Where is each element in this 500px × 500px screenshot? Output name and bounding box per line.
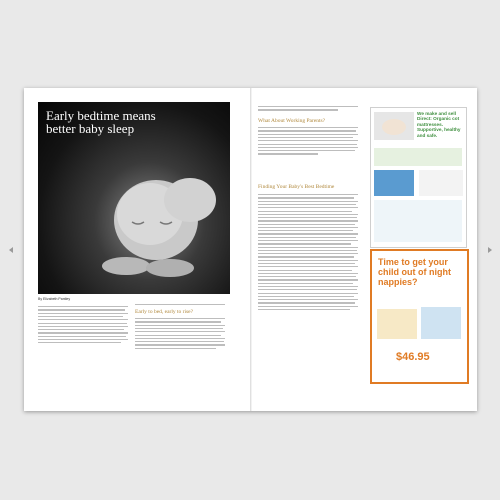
body-text-column-3a [258, 125, 358, 180]
ad-sub-panel [374, 170, 414, 196]
body-text-column-3b [258, 192, 358, 378]
body-text-column-1 [38, 304, 128, 378]
subhead-working-parents: What About Working Parents? [258, 118, 326, 124]
right-arrow-icon[interactable] [488, 247, 492, 253]
body-text-column-2-top [135, 302, 225, 307]
body-text-column-2 [135, 316, 225, 378]
ad-organic-mattress[interactable] [370, 107, 467, 248]
ad-nature-title: We make and sell Direct: Organic cot mattresses. Supportive, healthy and safe. [417, 111, 461, 138]
page-gutter [250, 88, 252, 411]
ad-price: $46.95 [396, 351, 430, 363]
ad-nappies-title: Time to get your child out of night nappies? [378, 257, 451, 287]
headline: Early bedtime means better baby sleep [46, 108, 156, 136]
subhead-early-to-bed: Early to bed, early to rise? [135, 309, 194, 315]
ad-products-image [377, 303, 463, 343]
ad-night-nappies[interactable] [370, 249, 469, 384]
ad-product-panel [419, 170, 463, 196]
ad-baby-image [374, 112, 414, 140]
ad-nature-banner [374, 148, 462, 166]
article-photo [38, 102, 230, 294]
byline: By Elizabeth Pantley [38, 297, 71, 301]
sleeping-baby-image [78, 172, 230, 294]
left-arrow-icon[interactable] [9, 247, 13, 253]
subhead-best-bedtime: Finding Your Baby's Best Bedtime [258, 184, 335, 190]
body-text-column-3-top [258, 104, 358, 118]
ad-product-grid [374, 200, 462, 242]
